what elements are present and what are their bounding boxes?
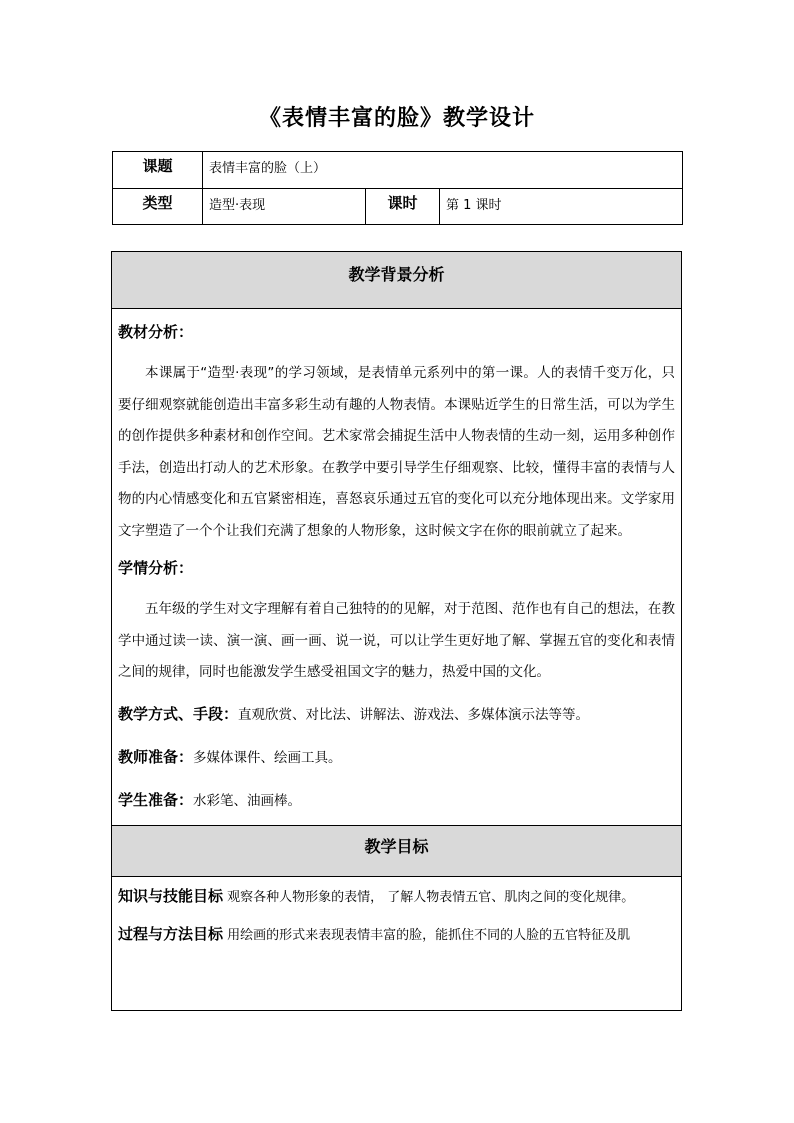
- type-value: 造型·表现: [203, 189, 366, 225]
- process-method-text: 用绘画的形式来表现表情丰富的脸，能抓住不同的人脸的五官特征及肌: [227, 927, 631, 943]
- topic-value: 表情丰富的脸（上）: [203, 152, 683, 189]
- student-analysis-text: 五年级的学生对文字理解有着自己独特的的见解，对于范图、范作也有自己的想法，在教学中通过读一读、演一演、画一画、说一说，可以让学生更好地了解、掌握五官的变化和表情之间的规律，同时也能激发学生感受祖国文字的魅力，热爱中国的文化。: [118, 601, 675, 680]
- knowledge-skill-text: 观察各种人物形象的表情， 了解人物表情五官、肌肉之间的变化规律。: [227, 889, 635, 905]
- document-title: 《表情丰富的脸》教学设计: [258, 106, 535, 131]
- teaching-method: [118, 703, 675, 724]
- type-row: [113, 189, 683, 225]
- objectives-heading: 教学目标: [112, 825, 681, 877]
- knowledge-skill-goal: [118, 885, 675, 906]
- period-value: 第 1 课时: [440, 189, 683, 225]
- knowledge-skill-label: 知识与技能目标: [118, 886, 224, 905]
- process-method-label: 过程与方法目标: [118, 924, 224, 943]
- student-preparation-label: 学生准备：: [118, 790, 194, 809]
- teaching-method-label: 教学方式、手段：: [118, 704, 239, 723]
- student-preparation: [118, 789, 675, 810]
- material-analysis-text: 本课属于“造型·表现”的学习领域，是表情单元系列中的第一课。人的表情千变万化，只要仔细观察就能创造出丰富多彩生动有趣的人物表情。本课贴近学生的日常生活，可以为学生的创作提供多种素材和创作空间。艺术家常会捕捉生活中人物表情的生动一刻，运用多种创作手法，创造出打动人的艺术形象。在教学中要引导学生仔细观察、比较，懂得丰富的表情与人物的内心情感变化和五官紧密相连，喜怒哀乐通过五官的变化可以充分地体现出来。文学家用文字塑造了一个个让我们充满了想象的人物形象，这时候文字在你的眼前就立了起来。: [118, 365, 675, 539]
- period-label: 课时: [366, 189, 440, 225]
- topic-row: [113, 152, 683, 189]
- teacher-preparation-text: 多媒体课件、绘画工具。: [193, 749, 342, 766]
- objectives-section: [112, 885, 681, 944]
- teacher-preparation-label: 教师准备：: [118, 747, 194, 766]
- student-analysis-label: 学情分析：: [118, 559, 194, 577]
- material-analysis-label: 教材分析：: [118, 323, 194, 341]
- teaching-method-text: 直观欣赏、对比法、讲解法、游戏法、多媒体演示法等等。: [238, 706, 590, 723]
- lesson-info-table: [112, 151, 683, 225]
- teacher-preparation: [118, 746, 675, 767]
- process-method-goal: [118, 923, 675, 944]
- lesson-design-table: [111, 251, 682, 1011]
- student-preparation-text: 水彩笔、油画棒。: [193, 792, 302, 809]
- background-heading: 教学背景分析: [112, 252, 681, 309]
- background-section: [112, 321, 681, 810]
- topic-label: 课题: [113, 152, 203, 189]
- type-label: 类型: [113, 189, 203, 225]
